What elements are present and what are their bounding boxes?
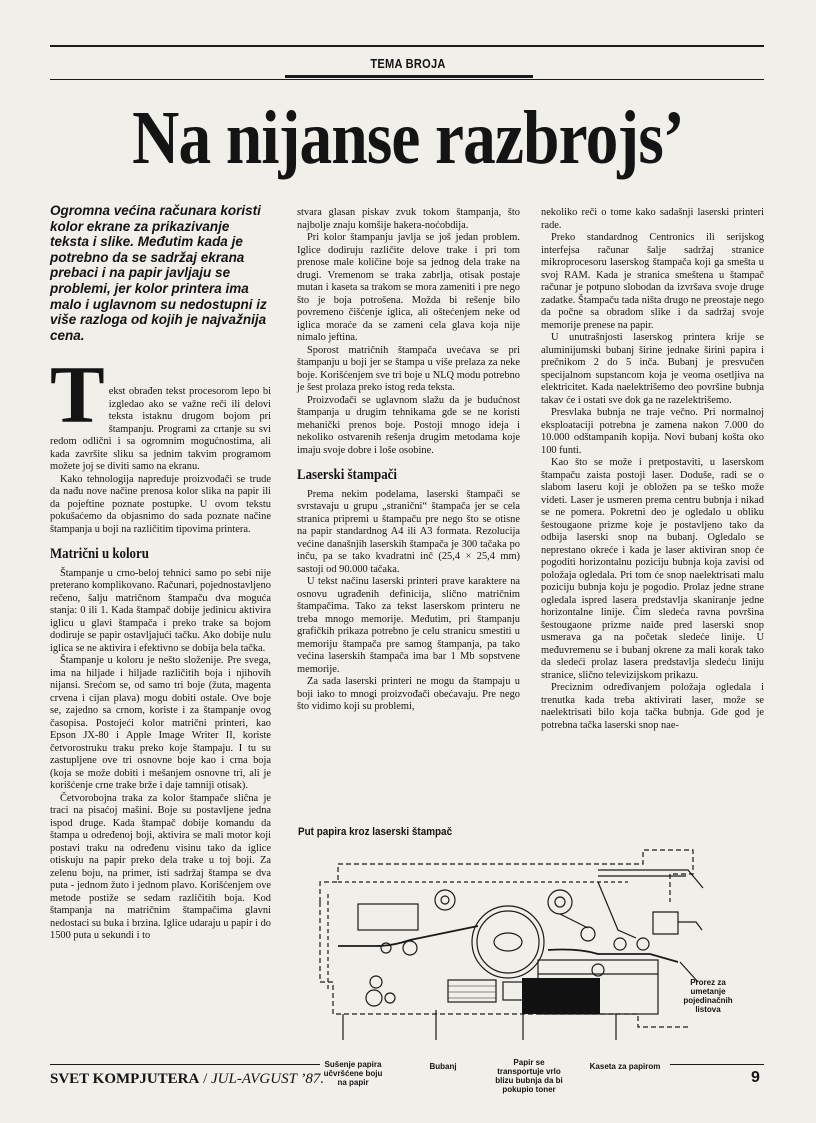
body-paragraph: U tekst načinu laserski printeri prave karaktere na osnovu ugrađenih definicija, slično matričnim štampačima. Tako za tekst laserskom printeru ne treba mnogo memorije. Međutim, pri štampanju grafičkih prikaza potrebno je celu stranicu smestiti u memoriju štampača pre samog štampanja, pa tako većina laserskih štampača ima bar 1 Mb sopstvene memorije.: [297, 576, 520, 675]
body-paragraph: ekst obrađen tekst procesorom lepo bi izgledao ako se važne reči ili delovi teksta istaknu drugom bojom pri štampanju. Programi za crtanje su svi redom odlični i sa ogromnim mogućnostima, ali kada završite sliku sa jednim takvim programom možete joj se diviti samo na ekranu.: [50, 386, 271, 473]
footer-rule: [50, 1064, 320, 1065]
paper-cassette: [522, 978, 600, 1014]
page-number: 9: [751, 1069, 760, 1086]
body-paragraph: Proizvođači se uglavnom slažu da je budućnost štampanja u drugim tehnikama gde se ne koristi mehanički prenos boje. Postoji mnogo ideja i nekoliko ostvarenih rešenja drugim metodama koje imaju svoje dobre i loše osobine.: [297, 394, 520, 456]
callout-paper-out: Sušenje papira učvršćene boju na papir: [323, 1060, 383, 1087]
body-paragraph: Kao što se može i pretpostaviti, u laserskom štampaču zaista postoji laser. Doduše, radi se o slabom laseru koji je obložen pa se teško može videti. Laser je usmeren prema centru bubnja i nikad se ne pomera. Pokretni deo je ogledalo u obliku šestougaone prizme koje je postavljeno tako da odbija laserski snop na bubanj. Ogledalo se neprestano okreće i kada je laser aktiviran snop će pogoditi horizontalnu poziciju bubnja koja zavisi od položaja ogledala. Pri tom će snop naelektrisati malu poziciju bubnja koju je pogodio. Prolaz jedne strane ogledala ispred lasera predstavlja skaniranje jedne horizontalne linije. Čim sledeća ravna površina šestougaone prizme naiđe pred laserski snop usmerava ga na početak sledeće linije. U međuvremenu se i bubanj okrene za mali korak tako da sledeći prolaz lasera predstavlja sledeću liniju stranice, slično televizijskom prikazu.: [541, 457, 764, 681]
body-paragraph: Presvlaka bubnja ne traje večno. Pri normalnoj eksploataciji potrebna je zamena nakon 7.000 do 10.000 odštampanih kopija. Novi bubanj košta oko 100 funti.: [541, 407, 764, 456]
body-paragraph: Četvorobojna traka za kolor štampače slična je traci na pisaćoj mašini. Boje su postavljene jedna ispod druge. Kada štampač dobije komandu da štampa u određenoj boji, aktivira se mali motor koji postavi traku na određenu visinu tako da iglice otiskuju na papir preko dela trake u toj boji. Za zelenu boju, na primer, isti sadržaj štampa se dva puta - jednom žuto i jednom plavo. Korišćenjem ove metode postiže se sedam različitih boja. Kod štampanja na matričnim štampačima glavni nedostaci su buka i brzina. Iglice udaraju u papir i do 1500 puta u sekundi i to: [50, 792, 271, 942]
body-paragraph: stvara glasan piskav zvuk tokom štampanja, što najbolje znaju komšije hakera-noćobdija.: [297, 207, 520, 231]
footer-rule-right: [670, 1064, 764, 1065]
figure-caption: Put papira kroz laserski štampač: [298, 826, 453, 838]
body-paragraph: Preko standardnog Centronics ili serijskog interfejsa računar šalje sadržaj stranice mikroprocesoru laserskog štampača koji ga smešta u svoj RAM. Kada je stranica smeštena u štampač računar je potpuno slobodan da izvršava svoje druge zadatke. Štampaču tada ništa drugo ne preostaje nego da počne sa obradom slike i da sadržaj svoje memorije prenese na papir.: [541, 232, 764, 331]
body-paragraph: Kako tehnologija napreduje proizvođači se trude da nađu nove načine prenosa kolor slika na papir ili da pojeftine poznate postupke. U ovom tekstu pokušaćemo da objasnimo do sada poznate načine štampanja u boji na različitim tipovima printera.: [50, 473, 271, 535]
body-paragraph: Štampanje u koloru je nešto složenije. Pre svega, ima na hiljade i hiljade različitih boja i njihovih nijansi. Srećom se, od samo tri boje (žuta, magenta crvena i cijan plava) mogu dobiti ostale. Ove boje se, zajedno sa crnom, koriste i za štampanje ovog časopisa. Postojeći kolor matrični printeri, kao Epson JX-80 i Apple Image Writer II, koriste četvorostruku traku preko koje štampaju. I tu su zastupljene ove tri osnovne boje kao i crna boja (koja se može dobiti i mešanjem osnovne tri, ali je korišćenje crne trake brže i daje tamniji otisak).: [50, 655, 271, 792]
footer-separator: /: [199, 1071, 211, 1087]
body-paragraph: Pri kolor štampanju javlja se još jedan problem. Iglice dodiruju različite delove trake i pri tom prenose male količine boje sa jednog dela trake na drugi. Vremenom se traka zabrlja, otisak postaje mutan i kaseta sa trakom se mora zameniti i pre nego što je boja potrošena. Možda bi rešenje bilo povremeno čišćenje iglica, ali oštećenjem neke od iglica moraće da se zameni cela glava koja nije nimalo jeftina.: [297, 232, 520, 343]
body-paragraph: U unutrašnjosti laserskog printera krije se aluminijumski bubanj širine jednake širini papira i prečnikom 2 do 5 inča. Bubanj je presvučen specijalnom supstancom koja je veoma osetljiva na elektricitet. Kada naelektrišemo deo površine bubnja takav će i ostati sve dok ga ne razelektrišemo.: [541, 332, 764, 406]
footer: [50, 1071, 324, 1088]
column-3: [541, 207, 764, 732]
callout-slot: Prorez za umetanje pojedinačnih listova: [683, 978, 733, 1014]
body-paragraph: Štampanje u crno-beloj tehnici samo po sebi nije preterano komplikovano. Računari, pojednostavljeno rečeno, šalju matričnom štampaču dva moguća stanja: 0 ili 1. Kada štampač dobije jedinicu aktivira iglicu u glavi štampača i preko trake sa bojom dodiruje se papir ostavljajući tačku. Ako dobije nulu iglica se ne aktivira i efektivno se dobija bela tačka.: [50, 567, 271, 654]
callout-cassette: Kaseta za papirom: [589, 1062, 661, 1071]
lead-paragraph: Ogromna većina računara koristi kolor ekrane za prikazivanje teksta i slike. Međutim kada je potrebno da se sadržaj ekrana prebaci i na papir javljaju se problemi, jer kolor printera ima malo i uglavnom su nedostupni iz više razloga od kojih je najvažnija cena.: [50, 203, 267, 343]
section-rule: [285, 75, 533, 78]
column-1: [50, 203, 271, 943]
magazine-name: SVET KOMPJUTERA: [50, 1071, 200, 1087]
laser-printer-diagram: [298, 842, 718, 1054]
body-paragraph: Prema nekim podelama, laserski štampači se svrstavaju u grupu „stranični“ štampača jer se cela stranica pripremi u štampaču pre nego što se otisne na papir standardnog A4 ili A3 formata. Rezolucija većine današnjih laserskih štampača je 300 tačaka po inču, pa se tako kvadratni inč (25,4 × 25,4 mm) sastoji od 90.000 tačaka.: [297, 488, 520, 575]
callout-drum: Bubanj: [429, 1062, 457, 1071]
subheading: Matrični u koloru: [50, 546, 149, 563]
body-paragraph: Sporost matričnih štampača uvećava se pri štampanju u boji jer se štampa u više prelaza za neke boje. Korišćenjem sve tri boje u NLQ modu potrebno je šest prolaza preko istog reda teksta.: [297, 344, 520, 393]
body-paragraph: Preciznim određivanjem položaja ogledala i trenutka kada treba aktivirati laser, može se naelektrisati bilo koja tačka bubnja. Gde god je potrebna tačka laserski snop nae-: [541, 682, 764, 731]
body-paragraph: Za sada laserski printeri ne mogu da štampaju u boji iako to mnogi proizvođači obećavaju. Pre nego što vidimo koji su problemi,: [297, 676, 520, 712]
section-label: TEMA BROJA: [370, 56, 446, 71]
drop-cap: T: [50, 349, 105, 441]
callout-transport: Papir se transportuje vrlo blizu bubnja da bi pokupio toner: [495, 1058, 563, 1094]
section-rule-thin: [50, 79, 764, 80]
top-rule: [50, 45, 764, 47]
issue-date: JUL-AVGUST ’87.: [211, 1071, 325, 1087]
subheading: Laserski štampači: [297, 467, 397, 483]
page-title: Na nijanse razbrojs’: [132, 96, 684, 180]
body-paragraph: nekoliko reči o tome kako sadašnji laserski printeri rade.: [541, 207, 764, 231]
column-2: [297, 207, 520, 714]
